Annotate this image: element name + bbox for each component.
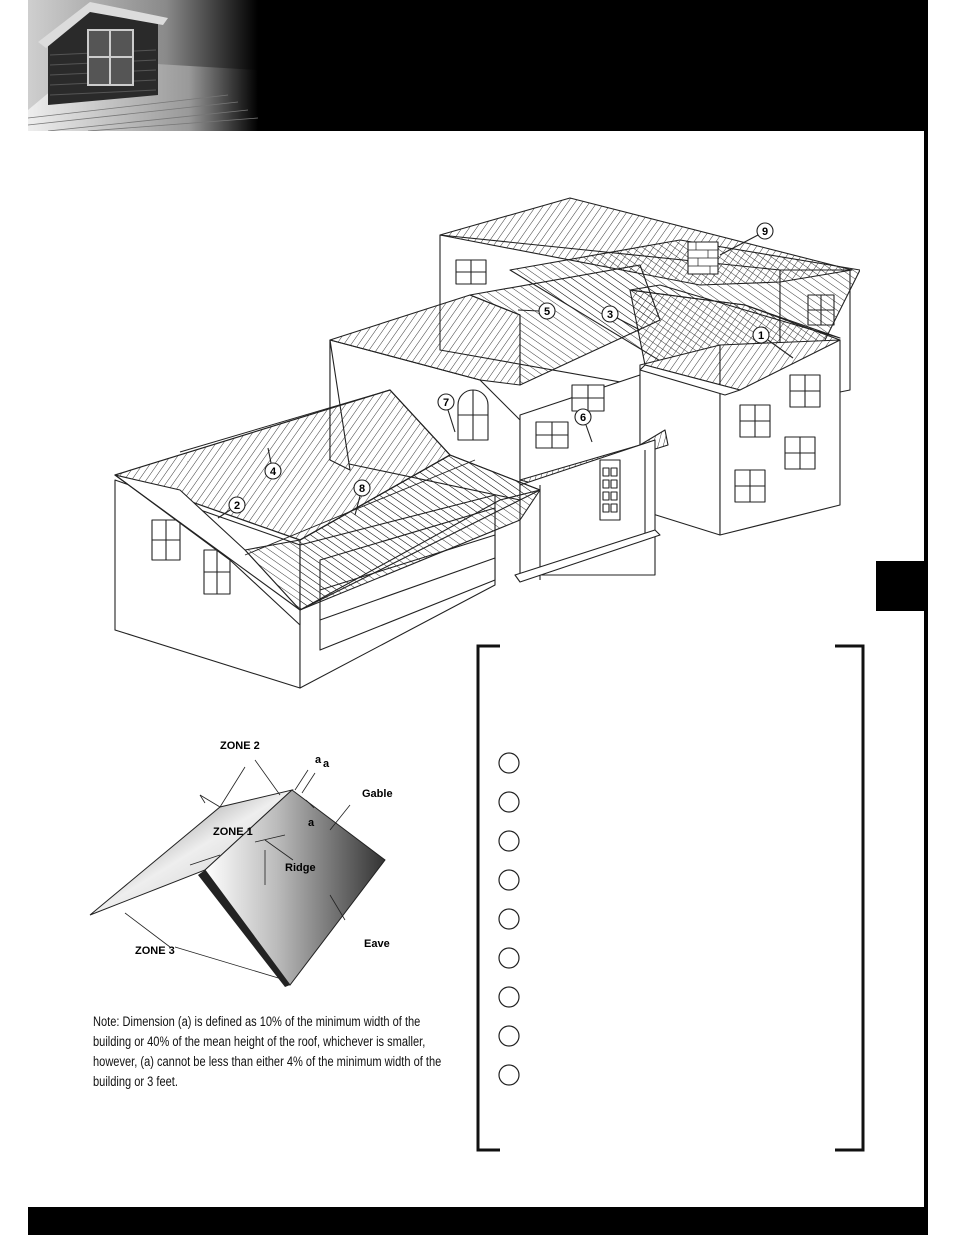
svg-text:9: 9 xyxy=(761,226,769,238)
roof-zone-diagram xyxy=(80,735,460,995)
svg-text:3: 3 xyxy=(606,309,614,321)
zone2-label: ZONE 2 xyxy=(220,740,260,752)
svg-text:2: 2 xyxy=(233,500,241,512)
header-roof-photo xyxy=(28,0,258,131)
legend-box xyxy=(470,640,870,1155)
eave-label: Eave xyxy=(364,938,390,950)
legend-circle-1 xyxy=(499,753,519,773)
zone3-label: ZONE 3 xyxy=(135,945,175,957)
legend-circle-9 xyxy=(499,1065,519,1085)
svg-text:5: 5 xyxy=(543,306,551,318)
ridge-label: Ridge xyxy=(285,862,316,874)
house-roof-illustration xyxy=(100,190,860,700)
svg-text:4: 4 xyxy=(269,466,277,478)
svg-text:7: 7 xyxy=(442,397,450,409)
legend-circle-3 xyxy=(499,831,519,851)
footer-band xyxy=(28,1207,928,1235)
legend-circle-6 xyxy=(499,948,519,968)
svg-text:8: 8 xyxy=(358,483,366,495)
legend-circle-2 xyxy=(499,792,519,812)
dim-a-label-2: a xyxy=(323,758,330,770)
right-margin-rule xyxy=(924,0,928,1235)
legend-circle-7 xyxy=(499,987,519,1007)
legend-circle-8 xyxy=(499,1026,519,1046)
svg-text:6: 6 xyxy=(579,412,587,424)
zone1-label: ZONE 1 xyxy=(213,826,253,838)
gable-label: Gable xyxy=(362,788,393,800)
legend-circle-5 xyxy=(499,909,519,929)
dimension-note: Note: Dimension (a) is defined as 10% of the minimum width of the building or 40% of the mean height of the roof, whichever is smaller, however, (a) cannot be less than either 4% of the minimum width of the building or 3 feet. xyxy=(93,1014,442,1089)
svg-text:1: 1 xyxy=(757,330,765,342)
dim-a-label-3: a xyxy=(308,817,315,829)
section-tab xyxy=(876,561,928,611)
legend-circle-4 xyxy=(499,870,519,890)
dim-a-label: a xyxy=(315,754,322,766)
